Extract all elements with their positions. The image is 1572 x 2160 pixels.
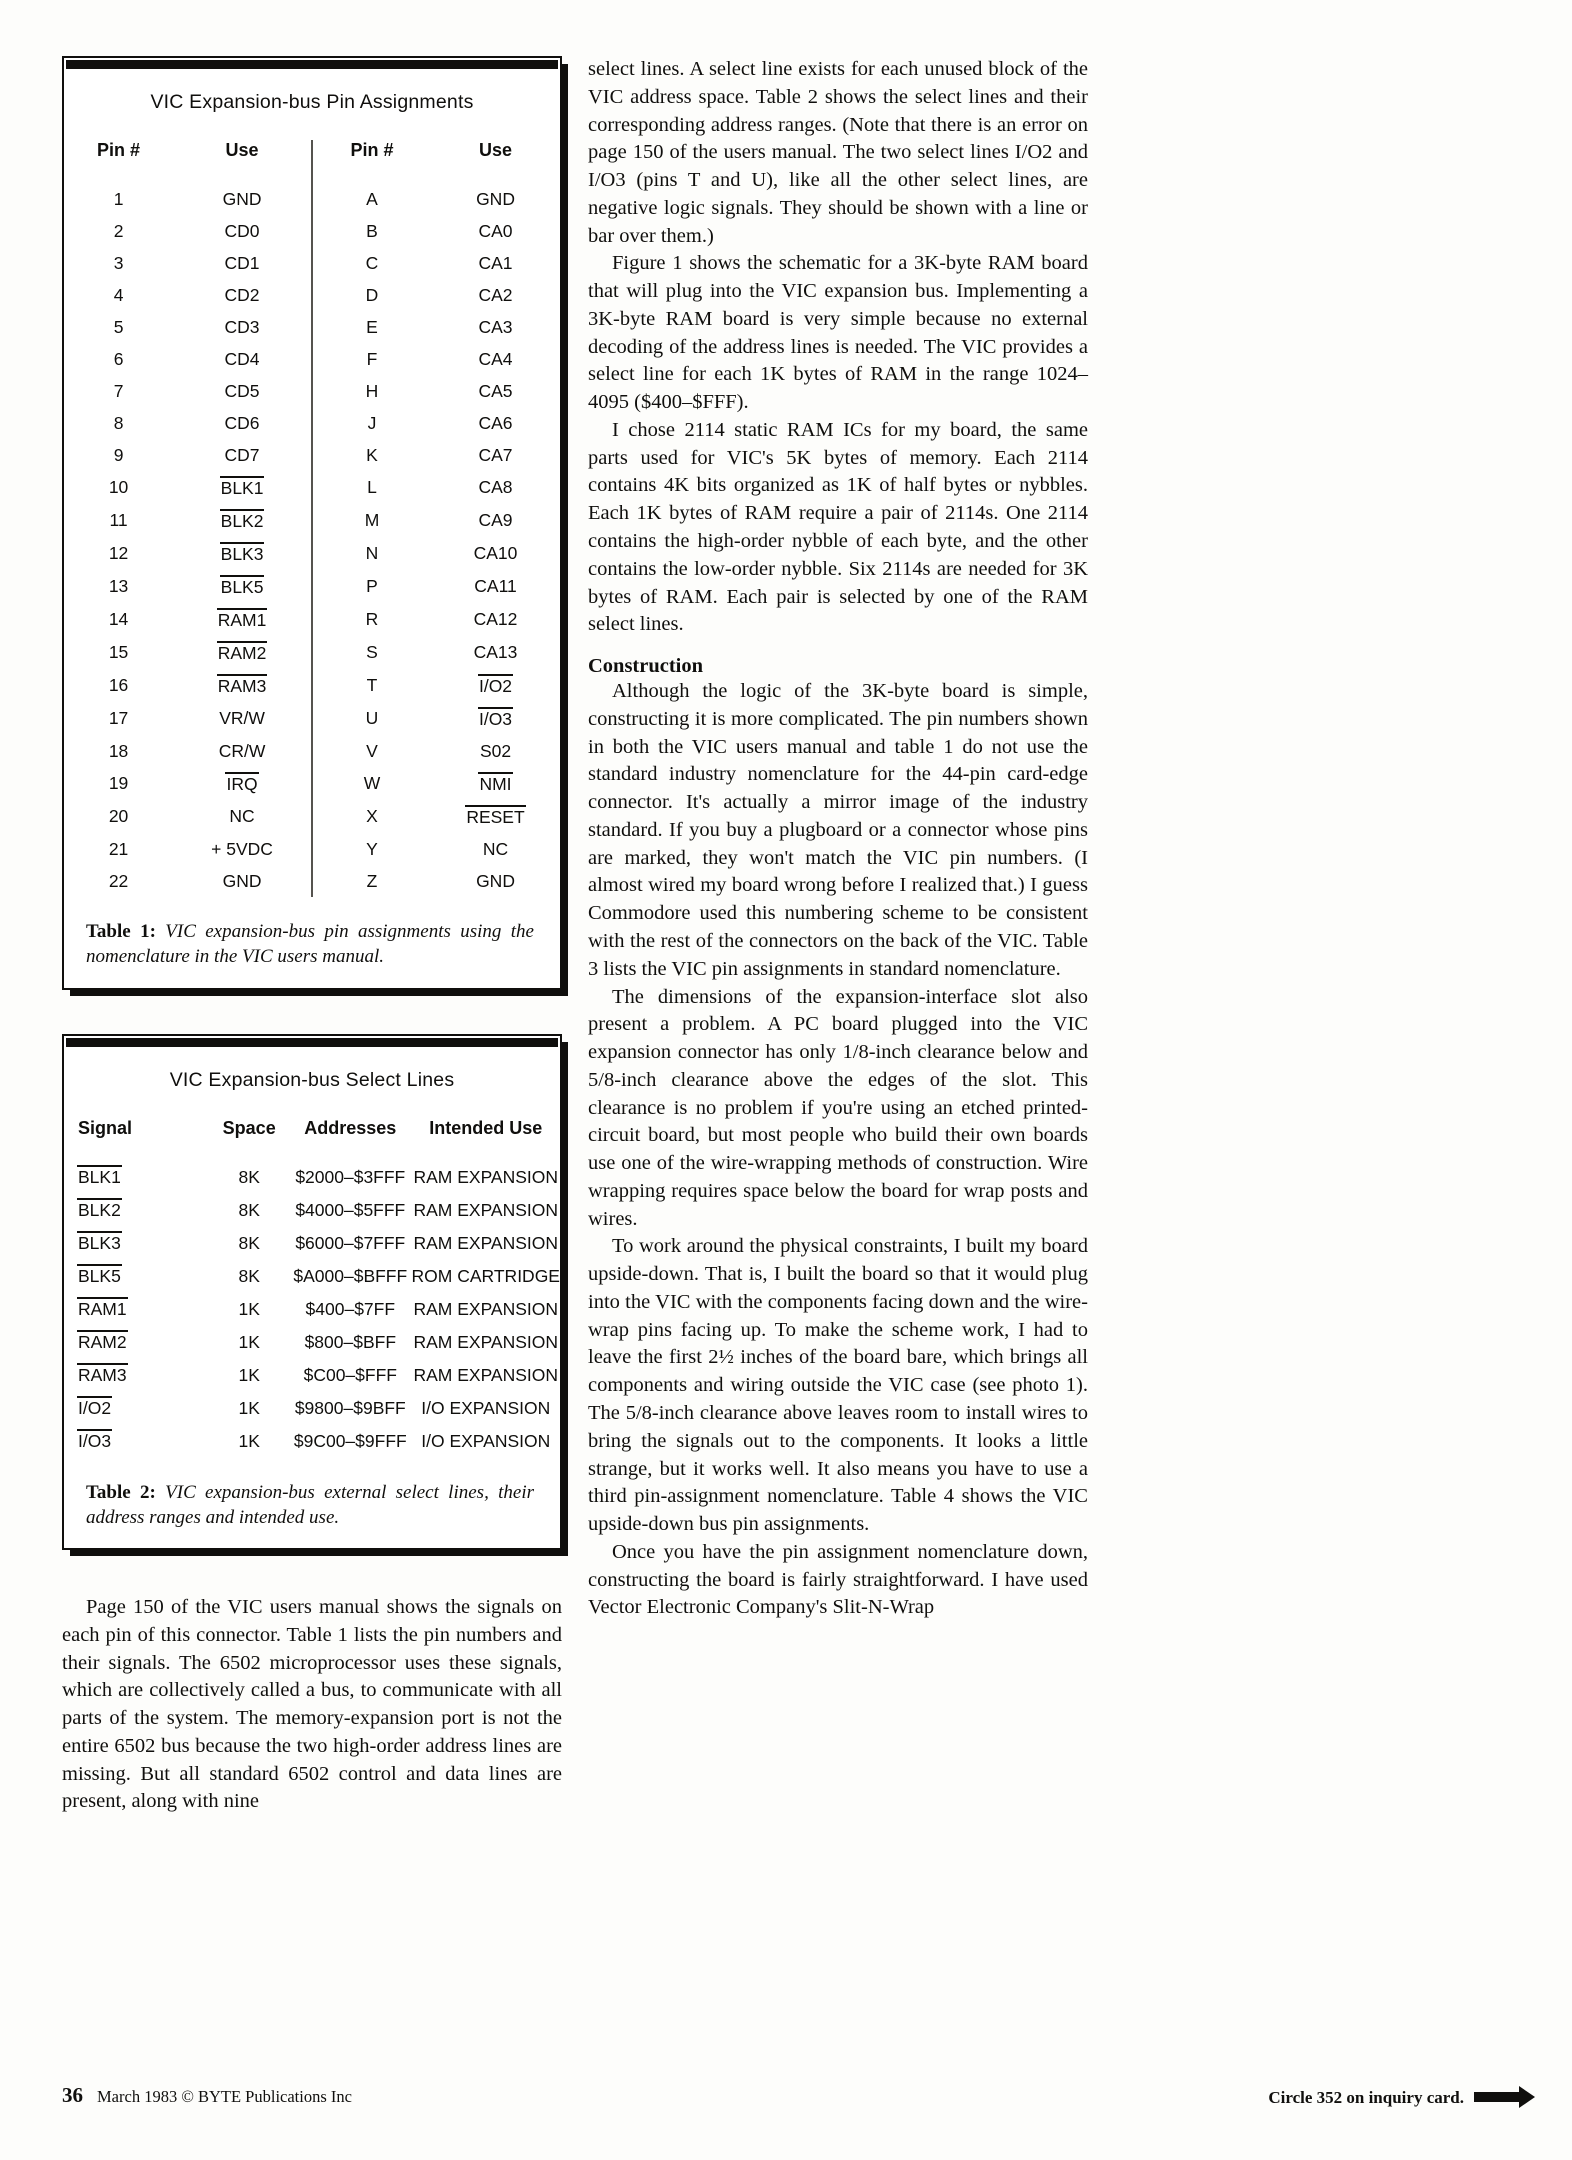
table-1-use bbox=[173, 471, 312, 504]
right-paragraph-6: To work around the physical constraints, I built my board upside-down. That is, I built the board so that it would plug into the VIC with the components facing down and the wire-wrap pins facing up. To make the scheme work, I had to leave the first 2½ inches of the board bare, which brings all components and wiring outside the VIC case (see photo 1). The 5/8-inch clearance above leaves room to install wires to bring the signals out to the components. It looks a little strange, but it works well. It also means you have to use a third pin-assignment nomenclature. Table 4 shows the VIC upside-down bus pin assignments. bbox=[588, 1235, 1088, 1536]
table-1-pin2: P bbox=[312, 570, 431, 603]
table-1-caption-label: Table 1: bbox=[86, 921, 156, 942]
table-1-use: NC bbox=[229, 806, 255, 826]
table-row bbox=[64, 1194, 560, 1227]
table-2-caption bbox=[86, 1480, 534, 1531]
table-1-top-rule bbox=[66, 60, 558, 69]
table-1-use: CD6 bbox=[224, 412, 260, 433]
table-1-pin: 16 bbox=[108, 675, 129, 695]
active-low-overline: RAM3 bbox=[78, 1365, 127, 1386]
table-1-header-pin2: Pin # bbox=[312, 140, 431, 183]
active-low-overline: BLK2 bbox=[78, 1200, 121, 1221]
table-1-use: CD3 bbox=[224, 316, 260, 337]
table-row bbox=[64, 1161, 560, 1194]
table-1-pin2: U bbox=[312, 702, 431, 735]
table-row bbox=[64, 702, 560, 735]
table-2-space: 1K bbox=[238, 1331, 260, 1352]
table-2-addresses: $9C00–$9FFF bbox=[293, 1430, 407, 1451]
table-1-pin: 15 bbox=[108, 642, 129, 662]
table-row bbox=[64, 1227, 560, 1260]
active-low-overline: RAM1 bbox=[78, 1299, 127, 1320]
table-1-pin: 3 bbox=[113, 252, 124, 273]
table-1-pin: 1 bbox=[113, 188, 124, 209]
table-1-pin: 7 bbox=[113, 380, 124, 401]
table-row bbox=[64, 1392, 560, 1425]
table-2-addresses: $A000–$BFFF bbox=[293, 1265, 408, 1286]
table-2-space: 1K bbox=[238, 1364, 260, 1385]
active-low-overline: I/O2 bbox=[78, 1398, 112, 1419]
active-low-overline: RAM2 bbox=[217, 642, 267, 663]
table-2-signal bbox=[64, 1293, 209, 1326]
table-1-pin2: R bbox=[312, 603, 431, 636]
left-column bbox=[62, 56, 562, 1816]
left-paragraph-1: Page 150 of the VIC users manual shows the signals on each pin of this connector. Table 1 lists the pin numbers and their signals. The 6502 microprocessor uses these signals, which are collectively called a bus, to communicate with all parts of the system. The memory-expansion port is not the entire 6502 bus because the two high-order address lines are missing. But all standard 6502 control and data lines are present, along with nine bbox=[62, 1596, 562, 1813]
table-1-use: CD5 bbox=[224, 380, 260, 401]
table-1-use bbox=[173, 504, 312, 537]
table-2-signal bbox=[64, 1194, 209, 1227]
table-2-space: 8K bbox=[238, 1166, 260, 1187]
right-paragraph-5: The dimensions of the expansion-interface slot also present a problem. A PC board plugged into the VIC expansion connector has only 1/8-inch clearance below and 5/8-inch clearance above the edges of the slot. This clearance is no problem if you're using an etched printed-circuit board, but most people who build their own boards use one of the wire-wrapping methods of construction. Wire wrapping requires space below the board for wrap posts and wires. bbox=[588, 985, 1088, 1230]
page-footer bbox=[62, 2083, 1520, 2108]
table-1-pin: 20 bbox=[108, 806, 129, 826]
table-1-use: CD2 bbox=[224, 284, 260, 305]
table-2-addresses: $C00–$FFF bbox=[303, 1364, 397, 1385]
table-row bbox=[64, 504, 560, 537]
table-2-signal bbox=[64, 1359, 209, 1392]
table-2-signal bbox=[64, 1425, 209, 1458]
table-2-intended-use: RAM EXPANSION bbox=[413, 1298, 559, 1319]
table-2-space: 8K bbox=[238, 1199, 260, 1220]
table-1-pin: 5 bbox=[113, 316, 124, 337]
table-1-pin2: V bbox=[312, 735, 431, 767]
footer-imprint: March 1983 © BYTE Publications Inc bbox=[97, 2087, 352, 2106]
table-1-pin: 9 bbox=[113, 444, 124, 465]
table-1-use2: CA2 bbox=[478, 284, 513, 305]
table-1-use: VR/W bbox=[219, 708, 265, 728]
table-2-space: 1K bbox=[238, 1397, 260, 1418]
active-low-overline: BLK2 bbox=[220, 510, 264, 531]
table-2-intended-use: RAM EXPANSION bbox=[413, 1364, 559, 1385]
active-low-overline: BLK5 bbox=[78, 1266, 121, 1287]
table-row bbox=[64, 767, 560, 800]
table-1-header-row bbox=[64, 140, 560, 183]
active-low-overline: RAM1 bbox=[217, 609, 267, 630]
table-2-header-row bbox=[64, 1118, 560, 1161]
active-low-overline: BLK1 bbox=[220, 477, 264, 498]
table-1-use2: CA10 bbox=[473, 543, 518, 563]
table-2-intended-use: ROM CARTRIDGE bbox=[411, 1265, 560, 1286]
active-low-overline: NMI bbox=[479, 773, 512, 794]
table-2-intended-use: I/O EXPANSION bbox=[421, 1430, 551, 1451]
table-row bbox=[64, 1293, 560, 1326]
table-1-use2 bbox=[431, 702, 560, 735]
active-low-overline: BLK3 bbox=[78, 1233, 121, 1254]
active-low-overline: BLK3 bbox=[220, 543, 264, 564]
table-row bbox=[64, 800, 560, 833]
table-2-intended-use: RAM EXPANSION bbox=[413, 1232, 559, 1253]
table-1-grid bbox=[64, 140, 560, 897]
table-1-pin2: M bbox=[312, 504, 431, 537]
active-low-overline: BLK1 bbox=[78, 1167, 121, 1188]
table-2-signal bbox=[64, 1392, 209, 1425]
active-low-overline: I/O3 bbox=[78, 1431, 112, 1452]
table-2-header-space: Space bbox=[222, 1117, 276, 1138]
table-2-grid bbox=[64, 1118, 560, 1458]
table-row bbox=[64, 669, 560, 702]
table-2-signal bbox=[64, 1161, 209, 1194]
right-paragraph-7: Once you have the pin assignment nomenclature down, constructing the board is fairly straightforward. I have used Vector Electronic Company's Slit-N-Wrap bbox=[588, 1540, 1088, 1619]
table-1-use: CD0 bbox=[224, 220, 260, 241]
table-1-pin: 6 bbox=[113, 348, 124, 369]
table-row bbox=[64, 343, 560, 375]
table-1-pin2: C bbox=[312, 247, 431, 279]
table-1-use2: CA1 bbox=[478, 252, 513, 273]
table-1-pin: 11 bbox=[109, 510, 128, 530]
left-column-prose bbox=[62, 1594, 562, 1816]
table-2-top-rule bbox=[66, 1038, 558, 1047]
table-2-addresses: $400–$7FF bbox=[305, 1298, 396, 1319]
table-row bbox=[64, 215, 560, 247]
table-2-addresses: $800–$BFF bbox=[304, 1331, 397, 1352]
table-1-pin2: X bbox=[312, 800, 431, 833]
table-1-pin2: N bbox=[312, 537, 431, 570]
table-2-caption-text: VIC expansion-bus external select lines, their address ranges and intended use. bbox=[86, 1481, 535, 1528]
table-2-signal bbox=[64, 1326, 209, 1359]
table-1-pin2: Z bbox=[312, 865, 431, 897]
table-1-use bbox=[173, 603, 312, 636]
table-1-use2 bbox=[431, 800, 560, 833]
active-low-overline: RAM3 bbox=[217, 675, 267, 696]
right-paragraph-1: select lines. A select line exists for each unused block of the VIC address space. Table 2 shows the select lines and their corresponding address ranges. (Note that there is an error on page 150 of the users manual. The two select lines I/O2 and I/O3 (pins T and U), like all the other select lines, are negative logic signals. They should be shown with a line or bar over them.) bbox=[588, 58, 1088, 247]
table-1-use: CR/W bbox=[218, 740, 266, 761]
table-2-intended-use: RAM EXPANSION bbox=[413, 1166, 559, 1187]
table-1-use2: CA4 bbox=[478, 348, 513, 369]
active-low-overline: I/O3 bbox=[478, 708, 513, 729]
table-1-header-use: Use bbox=[225, 140, 259, 160]
right-paragraph-4: Although the logic of the 3K-byte board is simple, constructing it is more complicated. The pin numbers shown in both the VIC users manual and table 1 do not use the standard industry nomenclature for the 44-pin card-edge connector. It's actually a mirror image of the industry standard. If you buy a plugboard or a connector whose pins are marked, they won't match the VIC pin numbers. (I almost wired my board wrong before I realized that.) I guess Commodore used this numbering scheme to be consistent with the rest of the connectors on the back of the VIC. Table 3 lists the VIC pin assignments in standard nomenclature. bbox=[588, 680, 1088, 980]
table-row bbox=[64, 833, 560, 865]
table-row bbox=[64, 636, 560, 669]
table-row bbox=[64, 603, 560, 636]
footer-left bbox=[62, 2083, 352, 2108]
table-row bbox=[64, 1425, 560, 1458]
table-1-pin: 22 bbox=[108, 870, 129, 891]
table-row bbox=[64, 279, 560, 311]
construction-heading: Construction bbox=[588, 655, 704, 678]
table-1-use: CD4 bbox=[224, 348, 260, 369]
table-1-use bbox=[173, 636, 312, 669]
table-2-space: 8K bbox=[238, 1265, 260, 1286]
right-paragraph-2: Figure 1 shows the schematic for a 3K-byte RAM board that will plug into the VIC expansion bus. Implementing a 3K-byte RAM board is very simple because no external decoding of the address lines is needed. The VIC provides a select line for each 1K bytes of RAM in the range 1024–4095 ($400–$FFF). bbox=[588, 252, 1088, 414]
table-row bbox=[64, 537, 560, 570]
table-1-use2: CA8 bbox=[478, 477, 513, 497]
table-1-pin2: H bbox=[312, 375, 431, 407]
table-1-use: CD7 bbox=[224, 444, 260, 465]
table-1-title: VIC Expansion-bus Pin Assignments bbox=[150, 91, 474, 113]
table-2-header-use: Intended Use bbox=[429, 1117, 543, 1138]
table-2-intended-use: RAM EXPANSION bbox=[413, 1331, 559, 1352]
right-arrow-icon bbox=[1474, 2092, 1520, 2102]
table-1-pin2: E bbox=[312, 311, 431, 343]
table-1-pin: 2 bbox=[113, 220, 124, 241]
table-2-addresses: $6000–$7FFF bbox=[295, 1232, 406, 1253]
table-1-use2: NC bbox=[482, 838, 509, 859]
table-1-use bbox=[173, 570, 312, 603]
table-row bbox=[64, 439, 560, 471]
table-1-use2 bbox=[431, 669, 560, 702]
table-1-use2: CA6 bbox=[478, 412, 513, 433]
table-2-space: 1K bbox=[238, 1430, 260, 1451]
table-1-pin: 13 bbox=[108, 576, 129, 596]
inquiry-card-text: Circle 352 on inquiry card. bbox=[1268, 2088, 1464, 2107]
table-2-space: 1K bbox=[238, 1298, 260, 1319]
table-row bbox=[64, 183, 560, 215]
table-1-use2: GND bbox=[476, 188, 515, 209]
table-2-signal bbox=[64, 1227, 209, 1260]
table-row bbox=[64, 247, 560, 279]
table-2-space: 8K bbox=[238, 1232, 260, 1253]
table-1-use bbox=[173, 537, 312, 570]
table-1-use: CD1 bbox=[224, 252, 260, 273]
table-1-use2: CA11 bbox=[474, 576, 517, 596]
footer-right bbox=[1268, 2088, 1520, 2108]
table-1-use2: CA0 bbox=[478, 220, 513, 241]
table-2-signal bbox=[64, 1260, 209, 1293]
page-number: 36 bbox=[62, 2083, 83, 2107]
table-1-use2: CA5 bbox=[478, 380, 513, 401]
table-1-pin: 12 bbox=[108, 543, 129, 563]
table-1-use2: CA9 bbox=[478, 510, 513, 530]
table-1-pin: 14 bbox=[108, 609, 129, 629]
table-1-pin: 18 bbox=[108, 740, 129, 761]
table-1-pin2: K bbox=[312, 439, 431, 471]
table-2-addresses: $2000–$3FFF bbox=[295, 1166, 406, 1187]
table-1-header-use2: Use bbox=[478, 140, 513, 160]
active-low-overline: BLK5 bbox=[220, 576, 264, 597]
table-row bbox=[64, 865, 560, 897]
table-1-use2: CA7 bbox=[478, 444, 513, 465]
active-low-overline: I/O2 bbox=[478, 675, 513, 696]
table-1-pin2: L bbox=[312, 471, 431, 504]
table-1-pin2: S bbox=[312, 636, 431, 669]
table-1-use: GND bbox=[222, 870, 262, 891]
table-1-use: GND bbox=[222, 188, 262, 209]
table-1-use2 bbox=[431, 767, 560, 800]
table-row bbox=[64, 1326, 560, 1359]
table-1-pin: 8 bbox=[113, 412, 124, 433]
active-low-overline: IRQ bbox=[226, 773, 258, 794]
table-row bbox=[64, 570, 560, 603]
table-2-header-addresses: Addresses bbox=[304, 1117, 397, 1138]
table-1-caption-text: VIC expansion-bus pin assignments using the nomenclature in the VIC users manual. bbox=[86, 921, 534, 968]
table-1-use2: GND bbox=[476, 870, 515, 891]
table-2-addresses: $9800–$9BFF bbox=[294, 1397, 406, 1418]
table-1-pin: 21 bbox=[108, 838, 129, 859]
table-1-use bbox=[173, 669, 312, 702]
active-low-overline: RAM2 bbox=[78, 1332, 127, 1353]
table-2-header-signal: Signal bbox=[78, 1117, 133, 1138]
table-2-intended-use: I/O EXPANSION bbox=[421, 1397, 551, 1418]
table-1-pin2: A bbox=[312, 183, 431, 215]
table-row bbox=[64, 1359, 560, 1392]
table-2-box bbox=[62, 1034, 562, 1551]
table-1-pin2: Y bbox=[312, 833, 431, 865]
table-row bbox=[64, 311, 560, 343]
table-1-pin: 17 bbox=[108, 708, 129, 728]
table-row bbox=[64, 407, 560, 439]
table-row bbox=[64, 375, 560, 407]
table-1-pin2: W bbox=[312, 767, 431, 800]
table-2-title: VIC Expansion-bus Select Lines bbox=[169, 1068, 455, 1091]
table-row bbox=[64, 471, 560, 504]
table-1-pin2: J bbox=[312, 407, 431, 439]
table-1-pin2: B bbox=[312, 215, 431, 247]
table-1-pin2: F bbox=[312, 343, 431, 375]
table-1-pin: 4 bbox=[113, 284, 124, 305]
table-2-intended-use: RAM EXPANSION bbox=[413, 1199, 559, 1220]
table-1-use2: S02 bbox=[479, 740, 512, 761]
table-1-pin2: T bbox=[312, 669, 431, 702]
table-1-header-pin: Pin # bbox=[97, 140, 141, 160]
active-low-overline: RESET bbox=[466, 806, 525, 827]
right-paragraph-3: I chose 2114 static RAM ICs for my board, the same parts used for VIC's 5K bytes of memory. Each 2114 contains 4K bits organized as 1K of half bytes or nybbles. Each 1K bytes of RAM require a pair of 2114s. One 2114 contains the high-order nybble of each byte, and the other contains the low-order nybble. Six 2114s are needed for 3K bytes of RAM. Each pair is selected by one of the RAM select lines. bbox=[588, 418, 1088, 636]
table-1-pin2: D bbox=[312, 279, 431, 311]
table-1-pin: 19 bbox=[108, 773, 129, 793]
table-2-addresses: $4000–$5FFF bbox=[295, 1199, 406, 1220]
table-1-box bbox=[62, 56, 562, 990]
table-row bbox=[64, 735, 560, 767]
table-1-use2: CA13 bbox=[473, 642, 518, 662]
right-column bbox=[588, 56, 1088, 1622]
table-1-use: + 5VDC bbox=[211, 838, 273, 859]
table-row bbox=[64, 1260, 560, 1293]
table-2-caption-label: Table 2: bbox=[86, 1481, 156, 1503]
table-1-pin: 10 bbox=[108, 477, 129, 497]
table-1-use bbox=[173, 767, 312, 800]
table-1-use2: CA12 bbox=[473, 609, 518, 629]
table-1-caption bbox=[86, 919, 534, 970]
table-1-use2: CA3 bbox=[478, 316, 513, 337]
